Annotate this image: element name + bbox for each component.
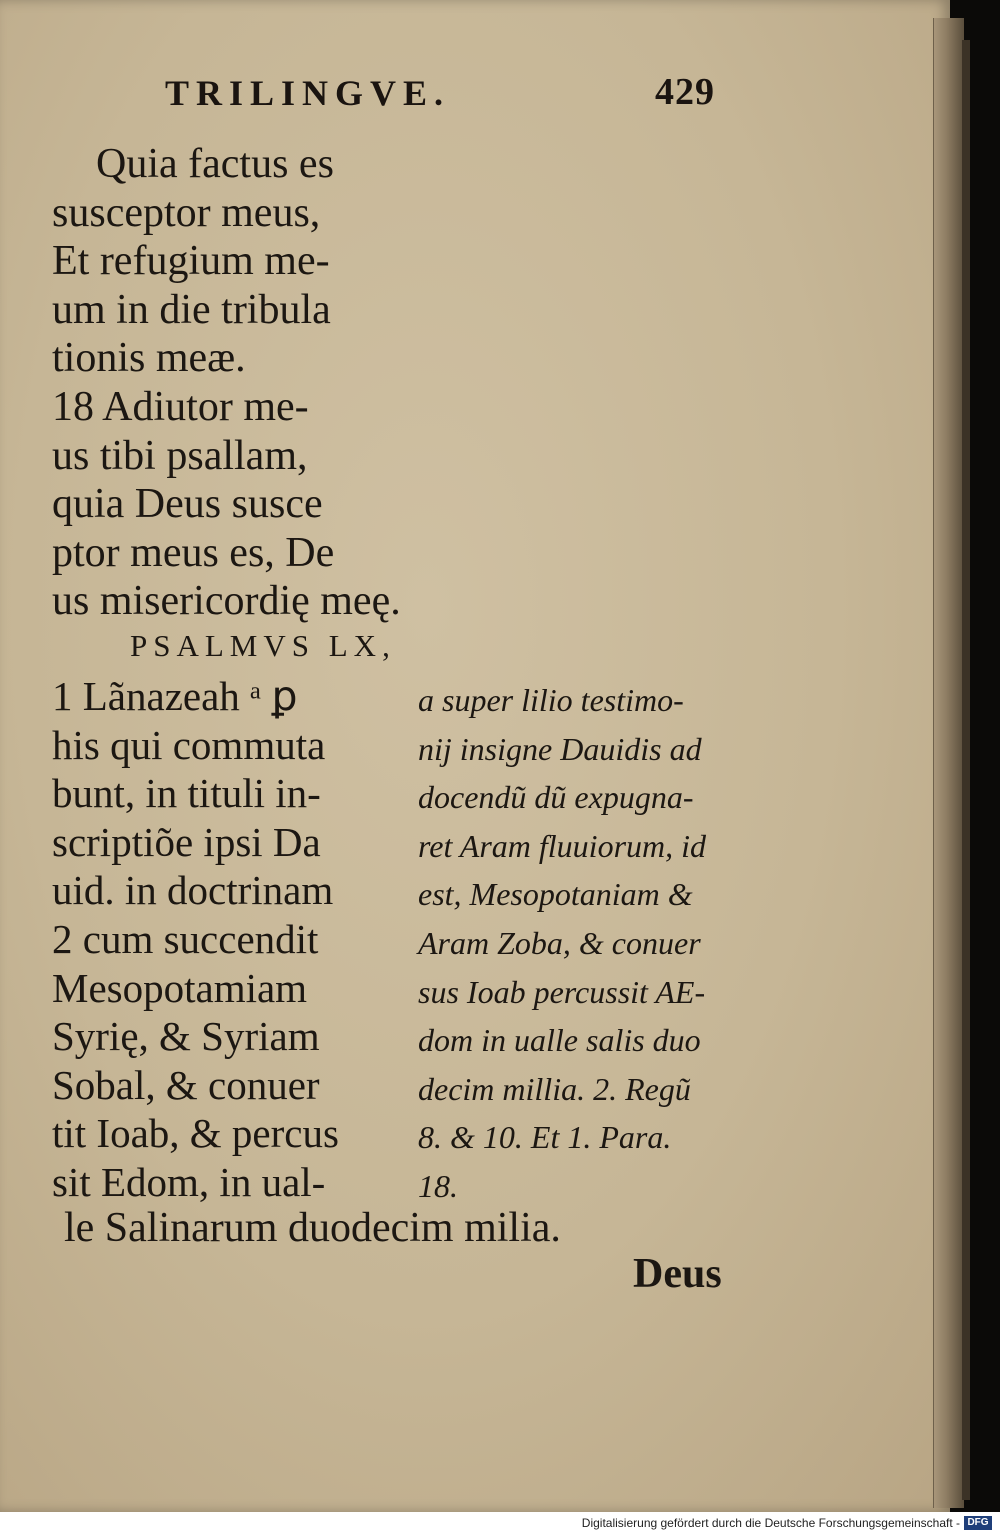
marginal-note-line: ret Aram fluuiorum, id [418,827,707,864]
left-column-line: his qui commuta [52,721,326,768]
text-line: susceptor meus, [52,189,321,236]
left-column-line: Mesopotamiam [52,964,308,1011]
main-text-block [52,140,462,626]
closing-line: le Salinarum duodecim milia. [64,1205,561,1251]
page-edge [933,18,964,1508]
left-column-line: scriptiõe ipsi Da [52,818,321,865]
footer-credit: Digitalisierung gefördert durch die Deutsche Forschungsgemeinschaft - [581,1516,960,1530]
text-line: us misericordię meę. [52,578,401,625]
text-line: 18 Adiutor me- [52,383,309,430]
left-column-line: Syrię, & Syriam [52,1013,320,1060]
marginal-note-line: Aram Zoba, & conuer [418,924,701,961]
left-column [52,672,392,1207]
marginal-note-line: a super lilio testimo- [418,682,684,718]
marginal-note-line: nij insigne Dauidis ad [418,730,702,767]
marginal-note-line: 18. [418,1167,458,1204]
text-line: tionis meæ. [52,335,246,382]
text-line: um in die tribula [52,286,331,333]
catchword: Deus [633,1251,722,1297]
text-line: us tibi psallam, [52,432,308,479]
text-line: Et refugium me- [52,238,330,285]
marginal-note-line: decim millia. 2. Regũ [418,1070,691,1107]
left-column-line: uid. in doctrinam [52,867,334,914]
left-column-line: 1 Lãnazeah ᵃ ꝑ [52,673,298,719]
text-line: Quia factus es [96,141,334,187]
left-column-line: Sobal, & conuer [52,1061,320,1108]
left-column-line: sit Edom, in ual- [52,1158,326,1205]
marginal-note-line: dom in ualle salis duo [418,1022,701,1059]
text-line: ptor meus es, De [52,529,335,576]
marginal-note-line: est, Mesopotaniam & [418,876,693,913]
left-column-line: tit Ioab, & percus [52,1110,339,1157]
dfg-logo-icon: DFG [964,1516,992,1530]
running-head: TRILINGVE. [165,73,451,113]
left-column-line: 2 cum succendit [52,915,319,962]
marginal-note-line: sus Ioab percussit AE- [418,973,706,1010]
marginal-note-column [418,676,758,1211]
page-edge-shadow [962,40,970,1500]
page-number: 429 [655,71,715,113]
marginal-note-line: 8. & 10. Et 1. Para. [418,1119,672,1156]
marginal-note-line: docendũ dũ expugna- [418,779,694,816]
text-line: quia Deus susce [52,481,323,528]
psalm-heading: PSALMVS LX, [130,628,396,663]
left-column-line: bunt, in tituli in- [52,770,321,817]
